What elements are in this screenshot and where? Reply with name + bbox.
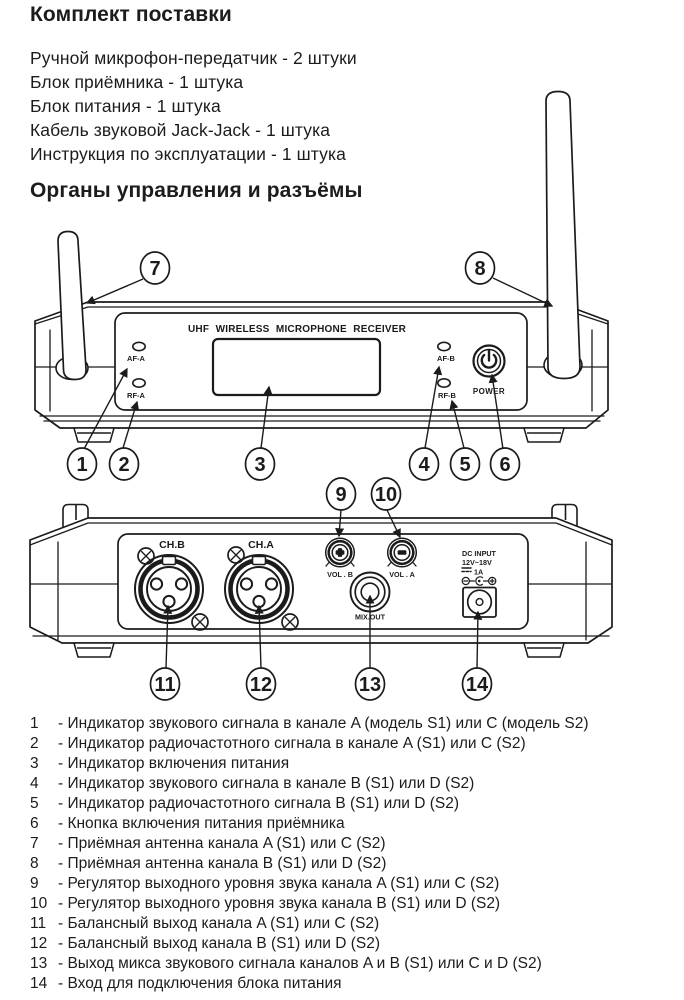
callout-5-num: 5 — [459, 454, 471, 476]
legend-text: - Кнопка включения питания приёмника — [58, 815, 345, 832]
vol-b-label: VOL . B — [327, 570, 353, 579]
package-contents-title: Комплект поставки — [30, 3, 232, 26]
legend-text: - Приёмная антенна канала A (S1) или C (S2) — [58, 835, 386, 852]
rear-foot-left — [74, 643, 114, 657]
package-item: Ручной микрофон-передатчик - 2 штуки — [30, 48, 357, 68]
callout-1-num: 1 — [76, 454, 88, 476]
legend-text: - Индикатор радиочастотного сигнала B (S1) или D (S2) — [58, 795, 460, 812]
legend-text: - Индикатор включения питания — [58, 755, 290, 772]
callout-11-num: 11 — [154, 674, 176, 696]
legend-item — [30, 854, 589, 874]
led-rf-b-label: RF-B — [438, 391, 456, 400]
legend-item — [30, 974, 589, 994]
legend-item — [30, 774, 589, 794]
legend-num: 11 — [30, 915, 47, 932]
package-item: Инструкция по эксплуатации - 1 штука — [30, 144, 346, 164]
controls-title: Органы управления и разъёмы — [30, 179, 363, 202]
legend-num: 12 — [30, 935, 48, 952]
front-panel-title: UHF WIRELESS MICROPHONE RECEIVER — [187, 324, 407, 335]
legend-text: - Регулятор выходного уровня звука канала A (S1) или C (S2) — [58, 875, 500, 892]
callout-legend — [30, 714, 589, 994]
callout-14-num: 14 — [465, 674, 489, 696]
legend-num: 13 — [30, 955, 48, 972]
mix-out-label: MIX.OUT — [355, 612, 385, 622]
legend-text: - Балансный выход канала A (S1) или C (S2) — [58, 915, 380, 932]
vol-a-label: VOL . A — [389, 570, 415, 579]
led-af-b-label: AF-B — [437, 354, 455, 363]
callout-4-num: 4 — [418, 454, 430, 476]
dc-input-label: DC INPUT — [462, 549, 496, 558]
legend-num: 2 — [30, 735, 39, 752]
front-foot-right — [524, 428, 564, 442]
legend-item — [30, 794, 589, 814]
legend-item — [30, 874, 589, 894]
legend-num: 7 — [30, 835, 39, 852]
legend-item — [30, 934, 589, 954]
legend-text: - Регулятор выходного уровня звука канала B (S1) или D (S2) — [58, 895, 501, 912]
xlr-b-label: CH.B — [159, 539, 185, 551]
legend-text: - Индикатор звукового сигнала в канале B (S1) или D (S2) — [58, 775, 475, 792]
power-label: POWER — [472, 387, 506, 396]
rear-view-diagram — [30, 478, 612, 700]
callout-13-num: 13 — [358, 674, 382, 696]
callout-7-num: 7 — [149, 258, 161, 280]
legend-text: - Балансный выход канала B (S1) или D (S2) — [58, 935, 381, 952]
xlr-a-label: CH.A — [248, 539, 274, 551]
antenna-left — [58, 232, 86, 380]
dc-voltage-label: 12V~18V — [462, 558, 492, 567]
led-rf-a-label: RF-A — [127, 391, 145, 400]
legend-text: - Приёмная антенна канала B (S1) или D (S2) — [58, 855, 387, 872]
legend-text: - Индикатор радиочастотного сигнала в канале A (S1) или C (S2) — [58, 735, 526, 752]
legend-num: 4 — [30, 775, 39, 792]
callout-2-num: 2 — [118, 454, 130, 476]
package-item: Блок приёмника - 1 штука — [30, 72, 244, 92]
legend-text: - Вход для подключения блока питания — [58, 975, 342, 992]
xlr-b-notch — [163, 557, 176, 565]
dc-amps-label: 1A — [474, 567, 484, 577]
legend-item — [30, 734, 589, 754]
legend-num: 3 — [30, 755, 39, 772]
callout-9-num: 9 — [335, 484, 347, 506]
legend-num: 9 — [30, 875, 39, 892]
legend-item — [30, 714, 589, 734]
callout-3-num: 3 — [254, 454, 266, 476]
rear-foot-right — [524, 643, 564, 657]
legend-num: 14 — [30, 975, 48, 992]
legend-item — [30, 954, 589, 974]
legend-item — [30, 834, 589, 854]
legend-num: 10 — [30, 895, 48, 912]
receiver-diagram — [0, 80, 684, 705]
led-af-a-label: AF-A — [127, 354, 145, 363]
xlr-a-notch — [253, 557, 266, 565]
legend-item — [30, 914, 589, 934]
legend-item — [30, 894, 589, 914]
callout-12-num: 12 — [249, 674, 273, 696]
power-button — [474, 346, 505, 377]
legend-num: 8 — [30, 855, 39, 872]
antenna-right — [546, 92, 580, 379]
front-view-diagram — [35, 92, 608, 481]
legend-item — [30, 754, 589, 774]
legend-text: - Индикатор звукового сигнала в канале A (модель S1) или C (модель S2) — [58, 715, 589, 732]
package-item: Кабель звуковой Jack-Jack - 1 штука — [30, 120, 331, 140]
callout-10-num: 10 — [374, 484, 398, 506]
legend-num: 1 — [30, 715, 39, 732]
legend-num: 6 — [30, 815, 39, 832]
legend-num: 5 — [30, 795, 39, 812]
callout-6-num: 6 — [499, 454, 511, 476]
legend-item — [30, 814, 589, 834]
package-item: Блок питания - 1 штука — [30, 96, 221, 116]
callout-8-num: 8 — [474, 258, 486, 280]
legend-text: - Выход микса звукового сигнала каналов A и B (S1) или C и D (S2) — [58, 955, 542, 972]
